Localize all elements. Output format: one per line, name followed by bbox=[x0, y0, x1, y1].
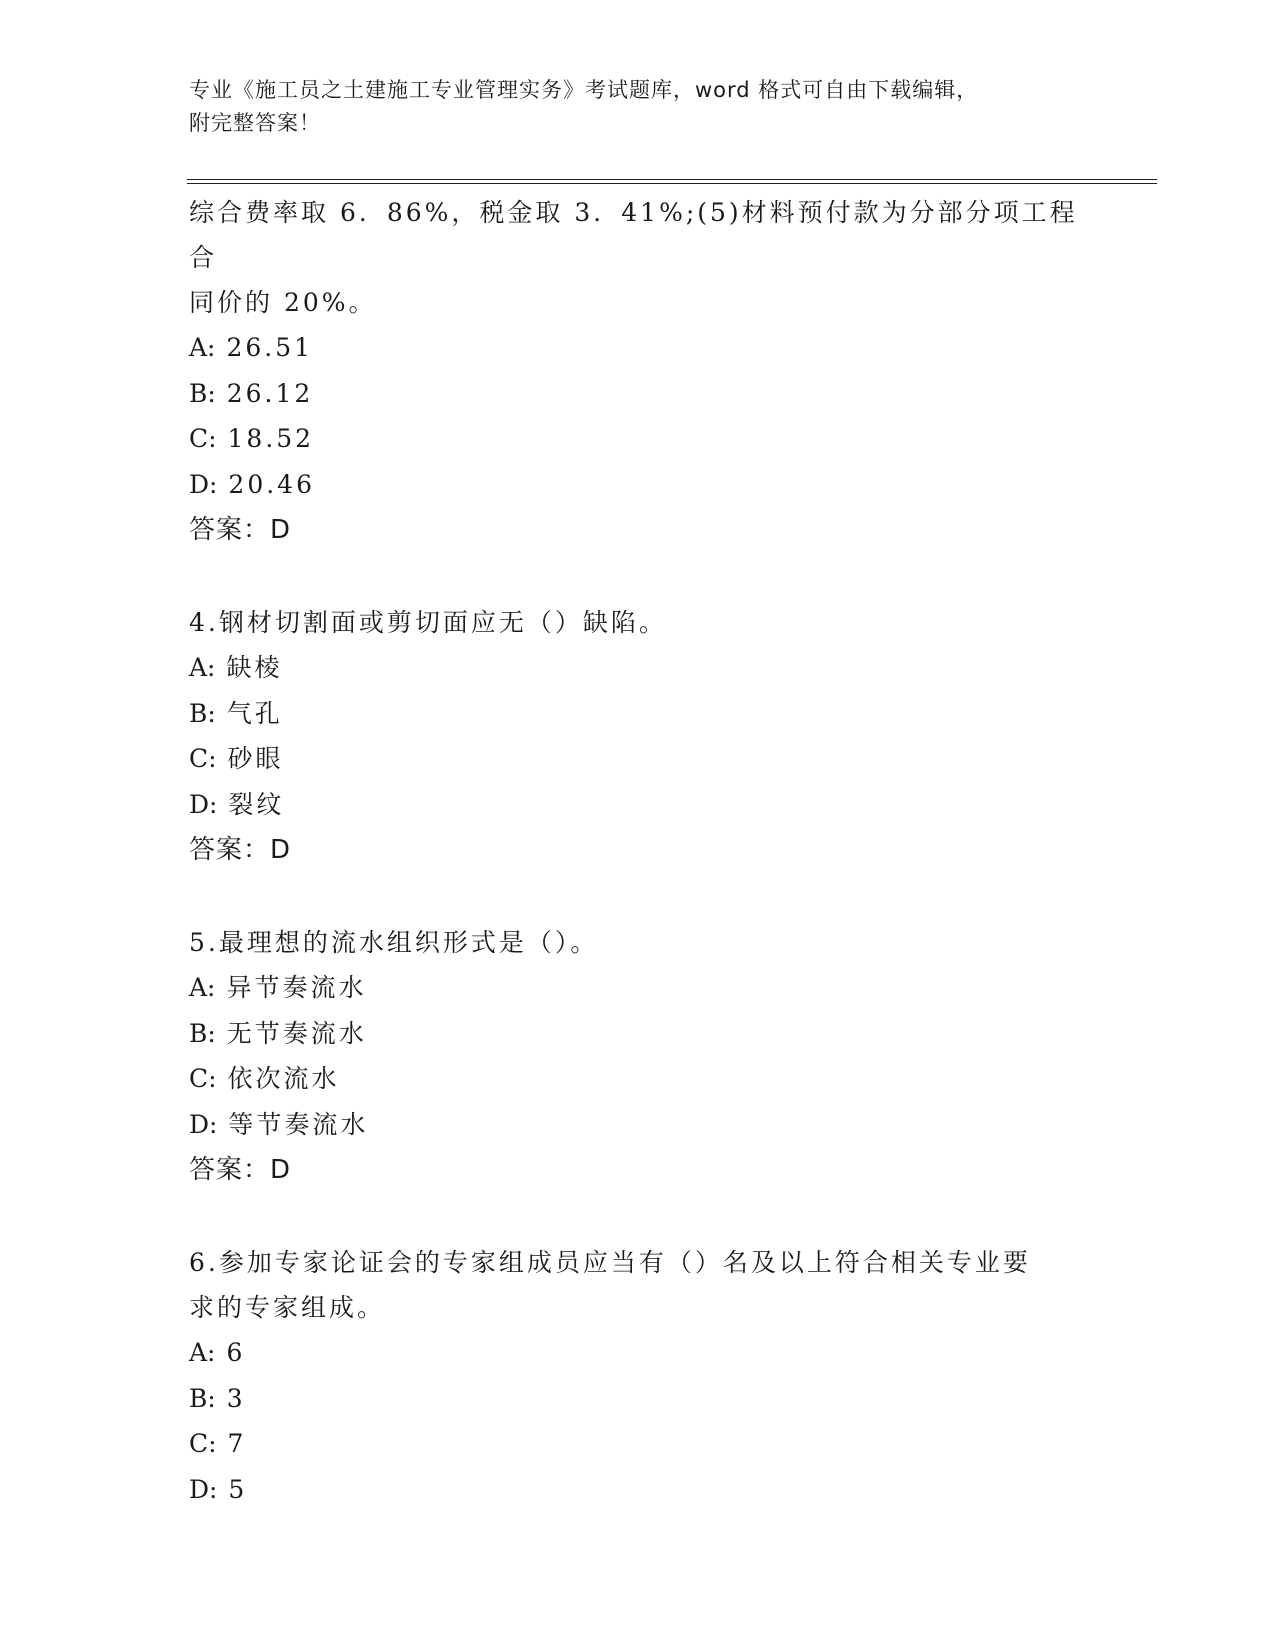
option-c bbox=[189, 416, 1089, 462]
option-letter: B: bbox=[189, 1383, 216, 1413]
option-letter: B: bbox=[189, 378, 216, 408]
option-text: 26.51 bbox=[226, 333, 314, 362]
document-header bbox=[189, 74, 1069, 140]
option-text: 7 bbox=[227, 1429, 247, 1458]
question-stem-line: 5.最理想的流水组织形式是（）。 bbox=[189, 928, 599, 957]
header-divider-top bbox=[187, 179, 1157, 180]
option-a bbox=[189, 1330, 1089, 1376]
header-divider-bottom bbox=[187, 183, 1157, 184]
option-text: 6 bbox=[226, 1338, 246, 1367]
option-letter: C: bbox=[189, 1064, 217, 1093]
answer-line: 答案：D bbox=[189, 515, 292, 545]
option-text: 缺棱 bbox=[226, 653, 283, 682]
option-letter: D: bbox=[189, 469, 218, 499]
option-d bbox=[189, 1467, 1089, 1513]
option-text: 依次流水 bbox=[227, 1064, 340, 1093]
spacer bbox=[189, 873, 1089, 920]
question-stem-line: 求的专家组成。 bbox=[189, 1293, 386, 1322]
option-letter: C: bbox=[189, 744, 217, 773]
option-text: 无节奏流水 bbox=[226, 1018, 367, 1048]
header-line-1: 专业《施工员之土建施工专业管理实务》考试题库，word 格式可自由下载编辑， bbox=[189, 78, 979, 102]
option-a bbox=[189, 325, 1089, 371]
answer-line: 答案：D bbox=[189, 835, 292, 865]
option-letter: A: bbox=[189, 973, 216, 1002]
option-letter: D: bbox=[189, 1109, 218, 1139]
option-c bbox=[189, 736, 1089, 782]
option-letter: A: bbox=[189, 653, 216, 682]
answer-line: 答案：D bbox=[189, 1155, 292, 1185]
option-letter: B: bbox=[189, 698, 216, 728]
option-a bbox=[189, 965, 1089, 1011]
option-d bbox=[189, 462, 1089, 508]
option-text: 裂纹 bbox=[228, 789, 285, 819]
option-a bbox=[189, 645, 1089, 691]
option-text: 18.52 bbox=[227, 424, 315, 453]
option-letter: A: bbox=[189, 333, 216, 362]
option-text: 气孔 bbox=[226, 698, 283, 728]
question-list bbox=[189, 190, 1089, 1512]
option-b bbox=[189, 371, 1089, 417]
option-letter: C: bbox=[189, 1429, 217, 1458]
option-d bbox=[189, 782, 1089, 828]
question-stem-line: 同价的 20%。 bbox=[189, 288, 377, 317]
option-text: 等节奏流水 bbox=[228, 1109, 369, 1139]
option-letter: C: bbox=[189, 424, 217, 453]
option-text: 异节奏流水 bbox=[226, 973, 367, 1002]
option-b bbox=[189, 1011, 1089, 1057]
option-d bbox=[189, 1102, 1089, 1148]
spacer bbox=[189, 553, 1089, 600]
question-block bbox=[189, 1240, 1089, 1512]
option-b bbox=[189, 1376, 1089, 1422]
spacer bbox=[189, 1193, 1089, 1240]
option-text: 3 bbox=[226, 1383, 246, 1413]
question-block bbox=[189, 920, 1089, 1193]
question-stem-line: 4.钢材切割面或剪切面应无（）缺陷。 bbox=[189, 608, 667, 637]
question-stem-line: 综合费率取 6．86%，税金取 3．41%;(5)材料预付款为分部分项工程合 bbox=[189, 198, 1078, 272]
question-block bbox=[189, 600, 1089, 873]
question-stem-line: 6.参加专家论证会的专家组成员应当有（）名及以上符合相关专业要 bbox=[189, 1248, 1031, 1277]
header-line-2: 附完整答案！ bbox=[189, 111, 321, 135]
option-text: 26.12 bbox=[226, 378, 314, 408]
option-text: 20.46 bbox=[228, 469, 315, 499]
option-letter: B: bbox=[189, 1018, 216, 1048]
option-text: 5 bbox=[228, 1474, 248, 1504]
question-block bbox=[189, 190, 1089, 553]
option-letter: D: bbox=[189, 789, 218, 819]
option-c bbox=[189, 1421, 1089, 1467]
option-text: 砂眼 bbox=[227, 744, 284, 773]
option-letter: D: bbox=[189, 1474, 218, 1504]
option-b bbox=[189, 691, 1089, 737]
option-letter: A: bbox=[189, 1338, 216, 1367]
option-c bbox=[189, 1056, 1089, 1102]
